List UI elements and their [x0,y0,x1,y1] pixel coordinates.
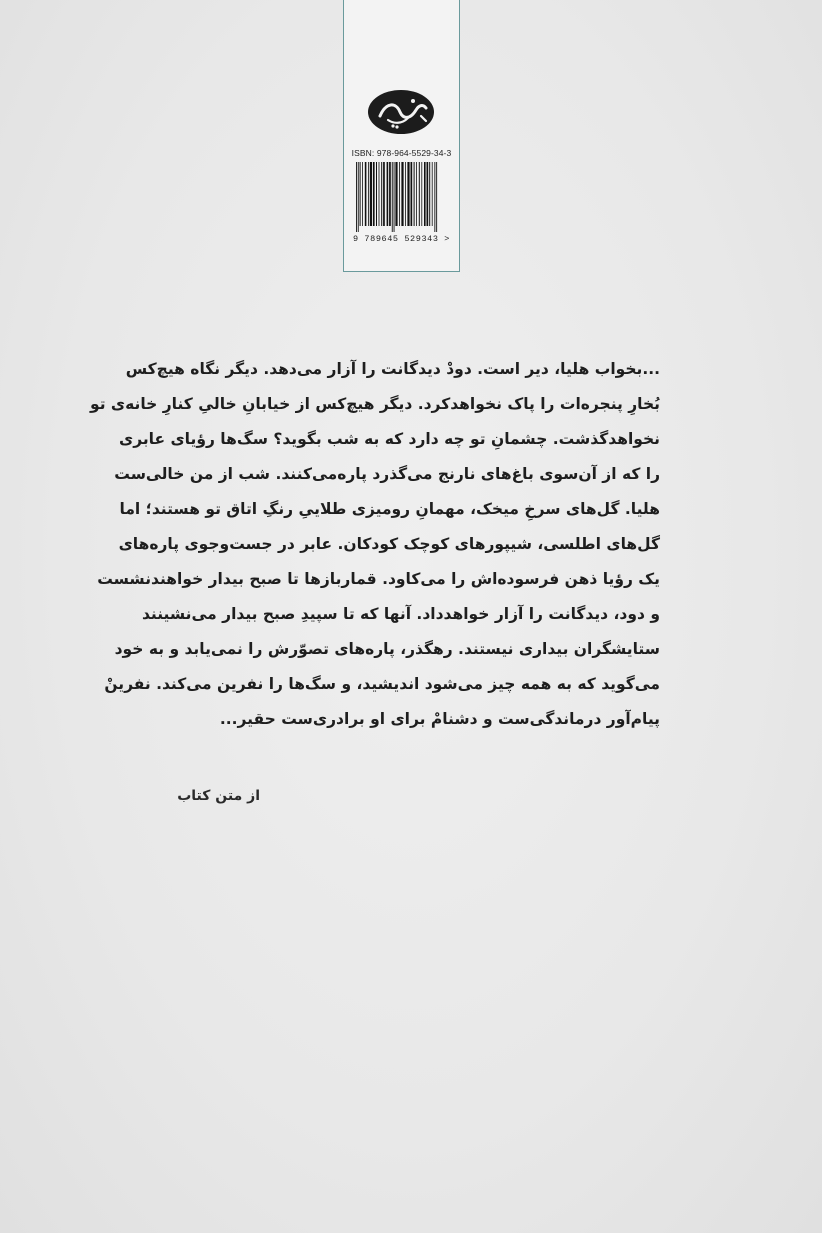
excerpt-line: و دود، دیدگانت را آزار خواهد‌داد. آنها که تا سپیدِ صبح بیدار می‌نشینند [141,605,660,623]
barcode-bar [424,162,426,226]
barcode-bar [383,162,385,226]
barcode-bar [399,162,400,226]
excerpt-line: نخواهد‌گذشت. چشمانِ تو چه دارد که به شب بگوید؟ سگ‌ها رؤیای عابری [119,430,660,448]
barcode-bar [392,162,393,232]
barcode-bar [434,162,435,232]
excerpt-line: ...بخواب هلیا، دیر است. دودْ دیدگانت را آزار می‌دهد. دیگر نگاه هیچ‌کس [125,360,660,378]
excerpt-line: پیام‌آور درماندگی‌ست و دشنامْ برای او برادری‌ست حقیر... [219,710,660,728]
isbn-label: ISBN: 978-964-5529-34-3 [351,148,452,158]
excerpt-line: یک رؤیا ذهن فرسوده‌اش را می‌کاود. قماربازها تا صبح بیدار خواهند‌نشست [97,570,660,588]
excerpt-line: بُخارِ پنجره‌ات را پاک نخواهد‌کرد. دیگر هیچ‌کس از خیابانِ خالیِ کنارِ خانه‌ی تو [89,395,660,413]
book-excerpt [89,352,660,737]
barcode-bar [401,162,403,226]
barcode-bar [376,162,377,226]
publisher-logo-icon [366,88,436,136]
isbn-panel [343,0,460,272]
barcode-bar [394,162,395,232]
barcode-bar [370,162,372,226]
barcode-bar [389,162,391,226]
barcode-bar [365,162,367,226]
barcode-bar [427,162,429,226]
barcode-bar [358,162,359,232]
barcode [354,162,449,232]
barcode-bar [373,162,375,226]
excerpt-line: را که از آن‌سوی باغ‌های نارنج می‌گذرد پاره‌می‌کنند. شب از من خالی‌ست [114,465,660,483]
barcode-bar [362,162,363,226]
barcode-bar [419,162,420,226]
excerpt-line: می‌گوید که به همه چیز می‌شود اندیشید، و سگ‌ها را نفرین می‌کند. نفرینْ [104,675,660,693]
barcode-bar [436,162,437,232]
barcode-bar [368,162,369,226]
excerpt-attribution: از متن کتاب [177,788,260,804]
barcode-bar [356,162,357,232]
excerpt-line: ستایشگران بیداری نیستند. رهگذر، پاره‌های تصوّرش را نمی‌یابد و به خود [114,640,660,658]
barcode-bar [414,162,415,226]
barcode-bar [381,162,382,226]
barcode-bar [387,162,389,226]
barcode-bar [421,162,422,226]
excerpt-line: گل‌های اطلسی، شیپورهای کوچک کودکان. عابر در جست‌وجوی پاره‌های [118,535,660,553]
barcode-bar [411,162,413,226]
barcode-bar [379,162,380,226]
barcode-bar [429,162,430,226]
barcode-bar [405,162,406,226]
barcode-bar [395,162,397,226]
barcode-bar [432,162,433,226]
barcode-bar [407,162,409,226]
barcode-digits: 9 789645 529343 > [353,234,450,244]
barcode-bar [416,162,417,226]
barcode-bar [360,162,361,226]
excerpt-line: هلیا. گل‌های سرخِ میخک، مهمانِ رومیزی طلاییِ رنگِ اتاق تو هستند؛ اما [119,500,660,518]
